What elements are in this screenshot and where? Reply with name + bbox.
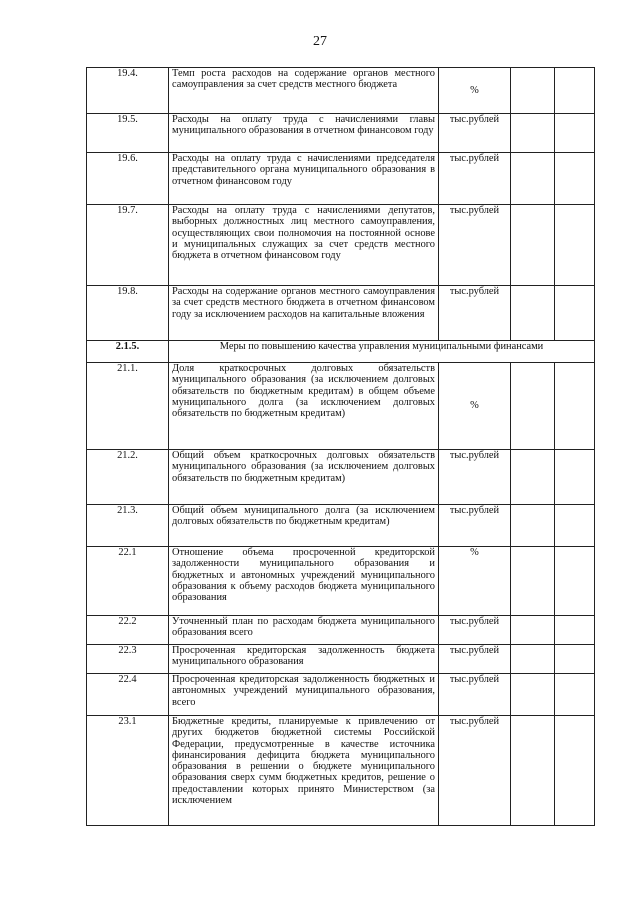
row-value-cell (555, 286, 595, 341)
row-value-cell (511, 450, 555, 505)
table-row (87, 505, 595, 547)
row-value-cell (555, 505, 595, 547)
row-value-cell (555, 616, 595, 645)
row-unit: тыс.рублей (439, 645, 511, 674)
row-description: Темп роста расходов на содержание органов местного самоуправления за счет средств местного бюджета (169, 68, 439, 114)
row-unit: тыс.рублей (439, 153, 511, 205)
row-number: 23.1 (87, 716, 169, 826)
row-unit: тыс.рублей (439, 114, 511, 153)
row-description: Расходы на содержание органов местного самоуправления за счет средств местного бюджета в отчетном финансовом году за исключением расходов на капитальные вложения (169, 286, 439, 341)
row-unit: тыс.рублей (439, 716, 511, 826)
table-row (87, 153, 595, 205)
row-description: Расходы на оплату труда с начислениями главы муниципального образования в отчетном финансовом году (169, 114, 439, 153)
row-value-cell (511, 616, 555, 645)
row-value-cell (555, 153, 595, 205)
row-value-cell (511, 547, 555, 616)
row-value-cell (555, 716, 595, 826)
row-unit: тыс.рублей (439, 505, 511, 547)
section-title: Меры по повышению качества управления муниципальными финансами (169, 341, 595, 363)
table-row (87, 674, 595, 716)
row-number: 19.4. (87, 68, 169, 114)
row-number: 22.4 (87, 674, 169, 716)
row-unit: тыс.рублей (439, 674, 511, 716)
row-value-cell (555, 645, 595, 674)
row-value-cell (511, 286, 555, 341)
row-value-cell (511, 674, 555, 716)
row-unit: % (439, 547, 511, 616)
row-value-cell (511, 505, 555, 547)
row-value-cell (555, 68, 595, 114)
row-description: Просроченная кредиторская задолженность бюджетных и автономных учреждений муниципального образования, всего (169, 674, 439, 716)
section-row (87, 341, 595, 363)
indicators-table (86, 67, 595, 826)
row-description: Просроченная кредиторская задолженность бюджета муниципального образования (169, 645, 439, 674)
table-row (87, 716, 595, 826)
row-number: 22.3 (87, 645, 169, 674)
table-row (87, 363, 595, 450)
table-row (87, 616, 595, 645)
row-unit: тыс.рублей (439, 286, 511, 341)
row-value-cell (555, 674, 595, 716)
row-value-cell (511, 645, 555, 674)
row-description: Расходы на оплату труда с начислениями депутатов, выборных должностных лиц местного самоуправления, осуществляющих свои полномочия на постоянной основе и муниципальных служащих за счет средств местного бюджета в отчетном финансовом году (169, 205, 439, 286)
row-description: Расходы на оплату труда с начислениями председателя представительного органа муниципального образования в отчетном финансовом году (169, 153, 439, 205)
table-row (87, 645, 595, 674)
row-value-cell (511, 68, 555, 114)
row-number: 19.6. (87, 153, 169, 205)
table-row (87, 205, 595, 286)
row-value-cell (511, 153, 555, 205)
row-unit: % (439, 68, 511, 114)
row-number: 21.1. (87, 363, 169, 450)
row-unit: % (439, 363, 511, 450)
page-number: 27 (313, 34, 327, 49)
row-number: 22.1 (87, 547, 169, 616)
row-value-cell (511, 114, 555, 153)
row-value-cell (511, 363, 555, 450)
row-description: Общий объем краткосрочных долговых обязательств муниципального образования (за исключением долговых обязательств по бюджетным кредитам) (169, 450, 439, 505)
row-number: 21.2. (87, 450, 169, 505)
row-value-cell (555, 205, 595, 286)
row-unit: тыс.рублей (439, 450, 511, 505)
row-description: Отношение объема просроченной кредиторской задолженности муниципального образования и бюджетных и автономных учреждений муниципального образования к объему расходов бюджета муниципального образования (169, 547, 439, 616)
row-description: Бюджетные кредиты, планируемые к привлечению от других бюджетов бюджетной системы Российской Федерации, предусмотренные в качестве источника финансирования дефицита бюджета муниципального образования в решении о бюджете муниципального образования сверх сумм бюджетных кредитов, решение о предоставлении которых принято Министерством (за исключением (169, 716, 439, 826)
row-number: 22.2 (87, 616, 169, 645)
row-value-cell (555, 363, 595, 450)
table-row (87, 68, 595, 114)
row-value-cell (555, 450, 595, 505)
row-description: Уточненный план по расходам бюджета муниципального образования всего (169, 616, 439, 645)
row-number: 21.3. (87, 505, 169, 547)
row-unit: тыс.рублей (439, 616, 511, 645)
table-row (87, 450, 595, 505)
row-unit: тыс.рублей (439, 205, 511, 286)
table-row (87, 114, 595, 153)
row-description: Доля краткосрочных долговых обязательств муниципального образования (за исключением долговых обязательств по бюджетным кредитам) в общем объеме муниципального долга (за исключением долговых обязательств по бюджетным кредитам) (169, 363, 439, 450)
row-number: 19.7. (87, 205, 169, 286)
row-value-cell (511, 716, 555, 826)
row-value-cell (555, 114, 595, 153)
row-number: 19.5. (87, 114, 169, 153)
row-number: 19.8. (87, 286, 169, 341)
section-number: 2.1.5. (87, 341, 169, 363)
row-value-cell (555, 547, 595, 616)
table-row (87, 547, 595, 616)
table-row (87, 286, 595, 341)
row-description: Общий объем муниципального долга (за исключением долговых обязательств по бюджетным кредитам) (169, 505, 439, 547)
row-value-cell (511, 205, 555, 286)
